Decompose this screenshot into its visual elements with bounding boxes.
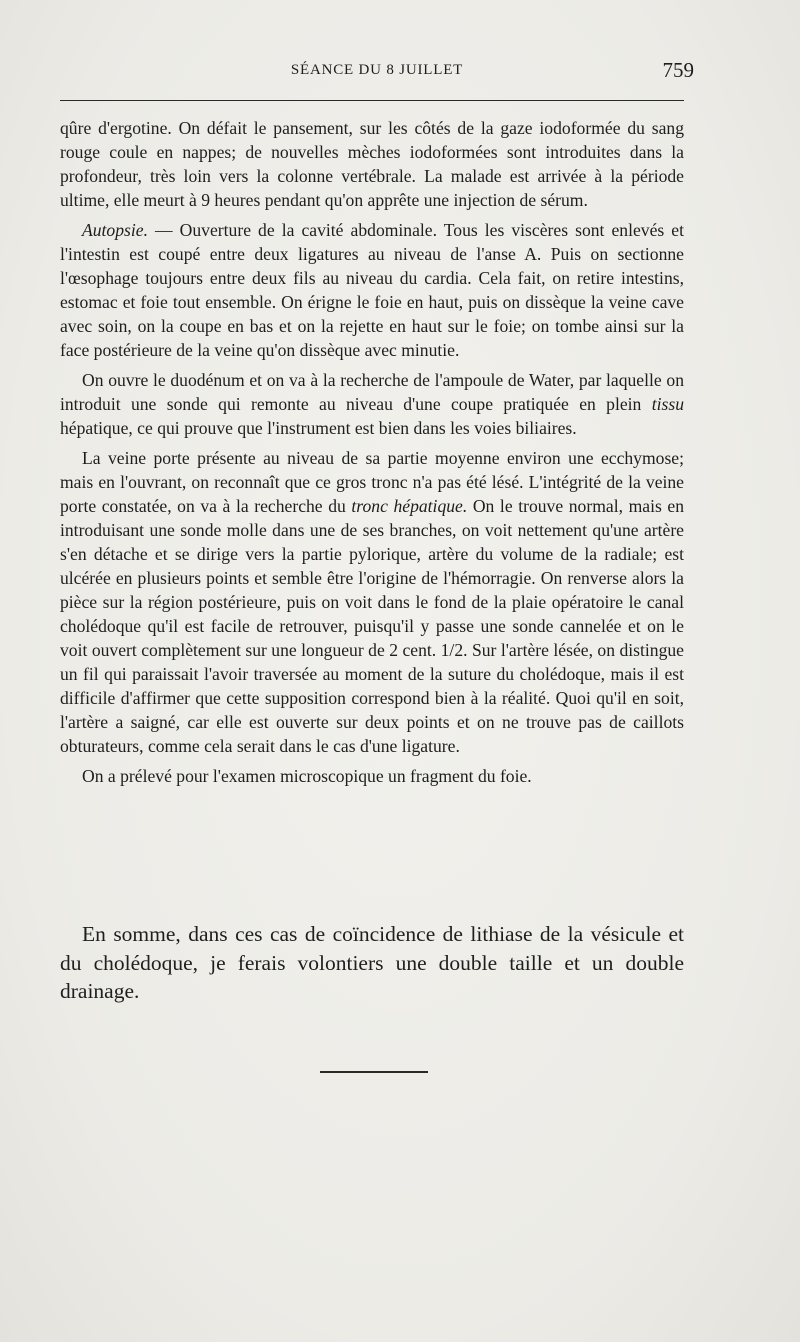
paragraph-text: — Ouverture de la cavité abdominale. Tous les viscères sont enlevés et l'intestin est coupé entre deux ligatures au niveau de l'anse A. Puis on sectionne l'œsophage toujours entre deux fils au niveau du cardia. Cela fait, on retire intestins, estomac et foie tout ensemble. On érigne le foie en haut, puis on dissèque la veine cave avec soin, on la coupe en bas et on la rejette en haut sur le foie; on tombe ainsi sur la face postérieure de la veine qu'on dissèque avec minutie.: [60, 220, 684, 360]
header-rule: [60, 100, 684, 101]
end-rule: [320, 1071, 428, 1073]
running-head: [60, 58, 694, 88]
body-text: [60, 116, 684, 794]
paragraph-text: On ouvre le duodénum et on va à la recherche de l'ampoule de Water, par laquelle on introduit une sonde qui remonte au niveau d'une coupe pratiquée en plein: [60, 370, 684, 414]
paragraph-text: On le trouve normal, mais en introduisant une sonde molle dans une de ses branches, on voit nettement qu'une artère s'en détache et se dirige vers la partie pylorique, artère du volume de la radiale; est ulcérée en plusieurs points et semble être l'origine de l'hémorragie. On renverse alors la pièce sur la région postérieure, puis on voit dans le fond de la plaie opératoire le canal cholédoque qu'il est facile de retrouver, puisqu'il y passe une sonde cannelée et on le voit ouvert complètement sur une longueur de 2 cent. 1/2. Sur l'artère lésée, on distingue un fil qui paraissait l'avoir traversée au moment de la suture du cholédoque, mais il est difficile d'affirmer que cette supposition correspond bien à la réalité. Quoi qu'il en soit, l'artère a saigné, car elle est ouverte sur deux points et on ne trouve pas de caillots obturateurs, comme cela serait dans le cas d'une ligature.: [60, 496, 685, 756]
paragraph-text: La veine porte présente au niveau de sa partie moyenne environ une ecchymose; mais en l'ouvrant, on reconnaît que ce gros tronc n'a pas été lésé. L'intégrité de la veine porte constatée, on va à la recherche du: [60, 448, 684, 516]
paragraph-examen: [60, 764, 684, 788]
paragraph-pansement: [60, 116, 684, 212]
italic-term: tissu: [651, 394, 684, 414]
paragraph-text: On a prélevé pour l'examen microscopique un fragment du foie.: [82, 766, 532, 786]
paragraph-text: qûre d'ergotine. On défait le pansement, sur les côtés de la gaze iodoformée du sang rouge coule en nappes; de nouvelles mèches iodoformées sont introduites dans la profondeur, très loin vers la colonne vertébrale. La malade est arrivée à la période ultime, elle meurt à 9 heures pendant qu'on apprête une injection de sérum.: [60, 118, 684, 210]
running-title: SÉANCE DU 8 JUILLET: [290, 62, 464, 78]
autopsie-heading: Autopsie.: [82, 220, 148, 240]
paragraph-text: hépatique, ce qui prouve que l'instrument est bien dans les voies biliaires.: [60, 418, 577, 438]
paragraph-autopsie: [60, 218, 684, 362]
paragraph-duodenum: [60, 368, 684, 440]
page-number: 759: [662, 58, 694, 82]
paragraph-veine-porte: [60, 446, 684, 758]
conclusion-paragraph: En somme, dans ces cas de coïncidence de lithiase de la vésicule et du cholédoque, je ferais volontiers une double taille et un double drainage.: [60, 922, 684, 1003]
italic-term: tronc hépatique.: [351, 496, 468, 516]
